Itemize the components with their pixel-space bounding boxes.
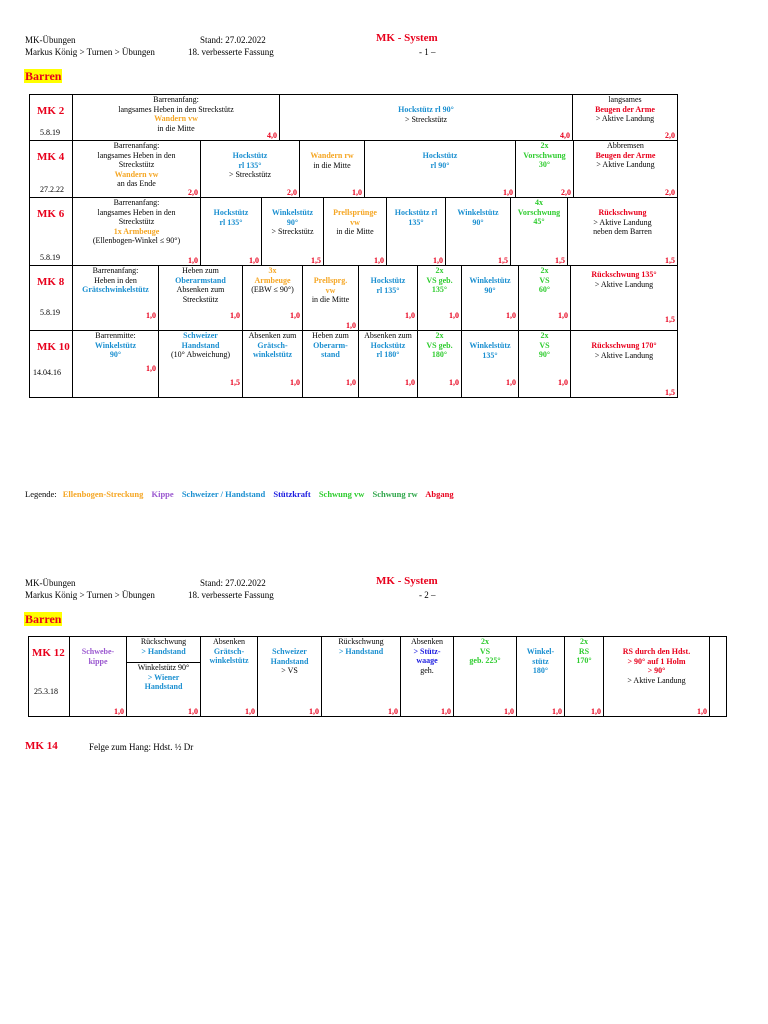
cell-text: 2x <box>580 637 588 646</box>
cell-text: 2x <box>540 141 549 150</box>
header-title: MK - System <box>376 32 438 44</box>
mk14-label: MK 14 <box>25 740 58 752</box>
cell-text: in die Mitte <box>311 295 350 304</box>
cell-text: 90° <box>109 350 122 359</box>
legend-item-abgang: Abgang <box>425 489 454 499</box>
mk-date: 5.8.19 <box>40 308 60 317</box>
cell-text: Absenken zum <box>176 285 225 294</box>
cell-text: Beugen der Arme <box>595 150 656 160</box>
points: 1,0 <box>558 377 568 387</box>
points: 1,0 <box>290 310 300 320</box>
cell-text: Barrenanfang: <box>92 266 139 275</box>
cell-text: Rückschwung 170° <box>591 341 657 350</box>
points: 1,0 <box>388 706 398 716</box>
cell-text: rl 135° <box>376 285 400 295</box>
header-stand: Stand: 27.02.2022 <box>200 578 266 588</box>
cell-text: > Streckstütz <box>271 227 314 236</box>
mk-label: MK 8 <box>37 276 65 288</box>
points: 1,5 <box>665 314 675 324</box>
cell-text: Rückschwung <box>338 637 384 646</box>
cell-text: Hockstütz rl <box>394 208 438 217</box>
points: 1,0 <box>697 706 707 716</box>
mk-date: 25.3.18 <box>34 687 58 696</box>
cell-text: 180° <box>431 350 448 359</box>
points: 1,0 <box>449 310 459 320</box>
cell-text: 4x <box>535 198 543 207</box>
cell-text: Grätsch- <box>213 646 245 656</box>
cell-text: > Streckstütz <box>228 170 272 179</box>
page-number: - 2 – <box>419 590 436 600</box>
legend-item-ellenbogen: Ellenbogen-Streckung <box>62 489 144 499</box>
cell-text: > Wiener <box>147 672 180 682</box>
cell-text: > Aktive Landung <box>594 279 654 289</box>
header-left-1: MK-Übungen <box>25 35 76 45</box>
legend-item-handstand: Schweizer / Handstand <box>181 489 266 499</box>
cell-text: > Stütz- <box>413 646 441 656</box>
cell-text: 90° <box>472 217 484 227</box>
mk-label: MK 12 <box>32 647 65 659</box>
cell-text: Winkelstütz <box>271 208 314 217</box>
section-title: Barren <box>25 69 62 83</box>
points: 1,0 <box>374 255 384 265</box>
cell-text: Rückschwung <box>598 208 647 217</box>
points: 1,0 <box>405 377 415 387</box>
points: 1,0 <box>441 706 451 716</box>
legend <box>25 489 460 499</box>
mk-label: MK 10 <box>37 341 70 353</box>
table-row-mk4 <box>29 140 678 198</box>
points: 1,0 <box>558 310 568 320</box>
table-row-mk12 <box>28 636 727 717</box>
cell-text: rl 135° <box>219 217 243 227</box>
points: 1,0 <box>506 377 516 387</box>
cell-text: > Handstand <box>141 646 186 656</box>
cell-text: Absenken <box>411 637 443 646</box>
cell-text: Heben zum <box>182 266 219 275</box>
cell-text: Heben zum <box>312 331 349 340</box>
mk-label: MK 4 <box>37 151 65 163</box>
cell-text: Armbeuge <box>254 275 291 285</box>
cell-text: Rückschwung <box>140 637 187 646</box>
cell-text: kippe <box>88 656 108 666</box>
points: 1,0 <box>506 310 516 320</box>
points: 1,0 <box>405 310 415 320</box>
cell-text: Barrenmitte: <box>95 331 136 340</box>
cell-text: RS <box>578 646 590 656</box>
cell-text: Heben in den <box>94 275 137 285</box>
cell-text: Wandern vw <box>114 169 159 179</box>
cell-text: 3x <box>268 266 277 275</box>
points: 1,5 <box>498 255 508 265</box>
cell-text: waage <box>416 656 438 665</box>
cell-text: Schweizer <box>272 647 307 656</box>
cell-text: an das Ende <box>117 179 156 188</box>
cell-text: langsames Heben in den <box>97 207 176 217</box>
cell-text: 135° <box>408 217 424 227</box>
cell-text: Handstand <box>144 682 183 691</box>
cell-text: Grätsch- <box>257 340 288 350</box>
legend-label: Legende: <box>25 489 57 499</box>
cell-text: Winkelstütz 90° <box>127 662 200 673</box>
mk-date: 14.04.16 <box>33 368 61 377</box>
points: 4,0 <box>267 130 277 140</box>
cell-text: Hockstütz <box>422 151 458 160</box>
header-stand: Stand: 27.02.2022 <box>200 35 266 45</box>
cell-text: Winkelstütz <box>457 208 499 217</box>
cell-text: vw <box>350 217 360 227</box>
points: 1,0 <box>552 706 562 716</box>
points: 1,0 <box>249 255 259 265</box>
cell-text: (EBW ≤ 90°) <box>251 285 294 294</box>
cell-text: VS <box>539 340 550 350</box>
cell-text: winkelstütz <box>252 350 293 359</box>
legend-item-kippe: Kippe <box>151 489 174 499</box>
cell-text: Winkelstütz <box>94 340 137 350</box>
points: 1,0 <box>245 706 255 716</box>
cell-text: Hockstütz <box>232 151 268 160</box>
cell-text: Hockstütz <box>213 208 249 217</box>
header-left-1: MK-Übungen <box>25 578 76 588</box>
cell-text: VS <box>539 275 550 285</box>
cell-text: geb. 225° <box>469 656 501 665</box>
cell-text: Abbremsen <box>607 141 644 150</box>
cell-text: 2x <box>540 331 549 340</box>
cell-text: Hockstütz <box>370 340 406 350</box>
cell-text: Oberarmstand <box>175 275 226 285</box>
cell-text: Winkelstütz <box>469 341 511 350</box>
table-row-mk8 <box>29 265 678 331</box>
points: 1,0 <box>230 310 240 320</box>
cell-text: 135° <box>482 350 498 360</box>
mk14-text: Felge zum Hang: Hdst. ½ Dr <box>89 742 194 752</box>
cell-text: 45° <box>533 217 545 226</box>
cell-text: Streckstütz <box>182 294 219 304</box>
cell-text: stand <box>321 350 340 359</box>
mk-date: 27.2.22 <box>40 185 64 194</box>
cell-text: > 90° <box>647 666 666 675</box>
points: 2,0 <box>665 130 675 140</box>
mk-date: 5.8.19 <box>40 253 60 262</box>
section-title: Barren <box>25 612 62 626</box>
cell-text: 135° <box>431 285 448 294</box>
cell-text: Wandern rw <box>310 151 354 160</box>
cell-text: langsames Heben in den <box>97 150 176 160</box>
mk-date: 5.8.19 <box>40 128 60 137</box>
cell-text: > Aktive Landung <box>595 114 655 123</box>
cell-text: (Ellenbogen-Winkel ≤ 90°) <box>92 236 181 245</box>
points: 1,0 <box>503 187 513 197</box>
page-number: - 1 – <box>419 47 436 57</box>
cell-text: 180° <box>532 666 549 675</box>
points: 1,0 <box>309 706 319 716</box>
cell-text: rl 180° <box>376 350 400 359</box>
cell-text: Beugen der Arme <box>595 104 655 114</box>
cell-text: Handstand <box>181 340 220 350</box>
cell-text: 90° <box>484 285 496 295</box>
points: 1,0 <box>188 706 198 716</box>
mk-table-page2 <box>28 636 727 717</box>
cell-text: in die Mitte <box>336 227 374 236</box>
cell-text: VS <box>479 646 491 656</box>
cell-text: Schwebe- <box>81 647 115 656</box>
cell-text: Winkelstütz <box>469 276 511 285</box>
points: 1,5 <box>311 255 321 265</box>
points: 2,0 <box>188 187 198 197</box>
legend-item-schwung-rw: Schwung rw <box>372 489 418 499</box>
cell-text: > Handstand <box>338 646 384 656</box>
points: 1,0 <box>188 255 198 265</box>
cell-text: vw <box>325 285 336 295</box>
cell-text: rl 135° <box>238 160 262 170</box>
points: 1,0 <box>146 310 156 320</box>
cell-text: in die Mitte <box>157 123 195 133</box>
table-row-mk2 <box>29 94 678 141</box>
legend-item-stuetzkraft: Stützkraft <box>273 489 311 499</box>
cell-text: VS geb. <box>426 340 453 350</box>
cell-text: langsames <box>608 95 642 104</box>
cell-text: > Aktive Landung <box>596 160 655 169</box>
cell-text: Grätschwinkelstütz <box>82 285 149 294</box>
cell-text: Prellsprünge <box>333 208 377 217</box>
points: 1,5 <box>555 255 565 265</box>
table-row-mk10 <box>29 330 678 398</box>
points: 1,0 <box>146 363 156 373</box>
cell-text: (10° Abweichung) <box>171 350 230 359</box>
cell-text: rl 90° <box>430 160 450 170</box>
cell-text: VS geb. <box>426 275 453 285</box>
cell-text: Vorschwung <box>517 207 561 217</box>
cell-text: Rückschwung 135° <box>591 270 657 279</box>
cell-text: Winkel- <box>526 647 555 656</box>
cell-text: Oberarm- <box>313 340 348 350</box>
cell-text: > Aktive Landung <box>593 217 652 227</box>
cell-text: 2x <box>540 266 549 275</box>
cell-text: 2x <box>435 331 444 340</box>
cell-text: > Streckstütz <box>404 114 448 124</box>
cell-text: > 90° auf 1 Holm <box>627 656 686 666</box>
cell-text: winkelstütz <box>209 656 249 665</box>
cell-text: 1x Armbeuge <box>113 226 160 236</box>
cell-text: 60° <box>538 285 551 294</box>
cell-text: langsames Heben in den Streckstütz <box>118 104 234 114</box>
cell-text: Wandern vw <box>154 114 198 123</box>
cell-text: RS durch den Hdst. <box>622 647 691 656</box>
cell-text: Streckstütz <box>118 160 155 169</box>
points: 1,0 <box>346 320 356 330</box>
points: 1,0 <box>504 706 514 716</box>
cell-text: > VS <box>281 666 298 675</box>
cell-text: in die Mitte <box>313 160 351 170</box>
cell-text: Vorschwung <box>523 150 566 160</box>
points: 1,5 <box>665 387 675 397</box>
points: 1,0 <box>346 377 356 387</box>
points: 1,0 <box>433 255 443 265</box>
cell-text: Prellsprg. <box>313 276 348 285</box>
cell-text: Absenken <box>213 637 245 646</box>
cell-text: > Aktive Landung <box>594 350 654 360</box>
mk-table-page1 <box>29 94 678 398</box>
legend-item-schwung-vw: Schwung vw <box>318 489 365 499</box>
points: 1,0 <box>352 187 362 197</box>
cell-text: 170° <box>576 656 592 665</box>
cell-text: 2x <box>435 266 444 275</box>
cell-text: 90° <box>538 350 551 359</box>
cell-text: Hockstütz rl 90° <box>398 105 454 114</box>
cell-text: Absenken zum <box>248 331 297 340</box>
header-fassung: 18. verbesserte Fassung <box>188 47 274 57</box>
points: 2,0 <box>287 187 297 197</box>
cell-text: Schweizer <box>183 331 218 340</box>
cell-text: Barrenanfang: <box>113 141 160 150</box>
cell-text: Absenken zum <box>364 331 412 340</box>
cell-text: 2x <box>481 637 489 646</box>
mk-label: MK 6 <box>37 208 65 220</box>
cell-text: Handstand <box>270 656 309 666</box>
header-fassung: 18. verbesserte Fassung <box>188 590 274 600</box>
points: 4,0 <box>560 130 570 140</box>
cell-text: geh. <box>420 665 434 675</box>
points: 1,0 <box>449 377 459 387</box>
header-title: MK - System <box>376 575 438 587</box>
cell-text: Streckstütz <box>118 217 155 226</box>
points: 1,0 <box>114 706 124 716</box>
cell-text: 90° <box>286 217 299 227</box>
cell-text: Hockstütz <box>370 276 406 285</box>
table-row-mk6 <box>29 197 678 266</box>
cell-text: > Aktive Landung <box>627 675 686 685</box>
points: 1,0 <box>290 377 300 387</box>
header-left-2: Markus König > Turnen > Übungen <box>25 590 155 600</box>
cell-text: Barrenanfang: <box>113 198 160 207</box>
mk-label: MK 2 <box>37 105 65 117</box>
points: 1,5 <box>665 255 675 265</box>
cell-text: 30° <box>538 160 551 169</box>
cell-text: stütz <box>532 656 549 666</box>
cell-text: neben dem Barren <box>593 227 652 236</box>
points: 1,0 <box>591 706 601 716</box>
points: 2,0 <box>665 187 675 197</box>
cell-text: Barrenanfang: <box>153 95 199 104</box>
points: 1,5 <box>230 377 240 387</box>
header-left-2: Markus König > Turnen > Übungen <box>25 47 155 57</box>
points: 2,0 <box>561 187 571 197</box>
